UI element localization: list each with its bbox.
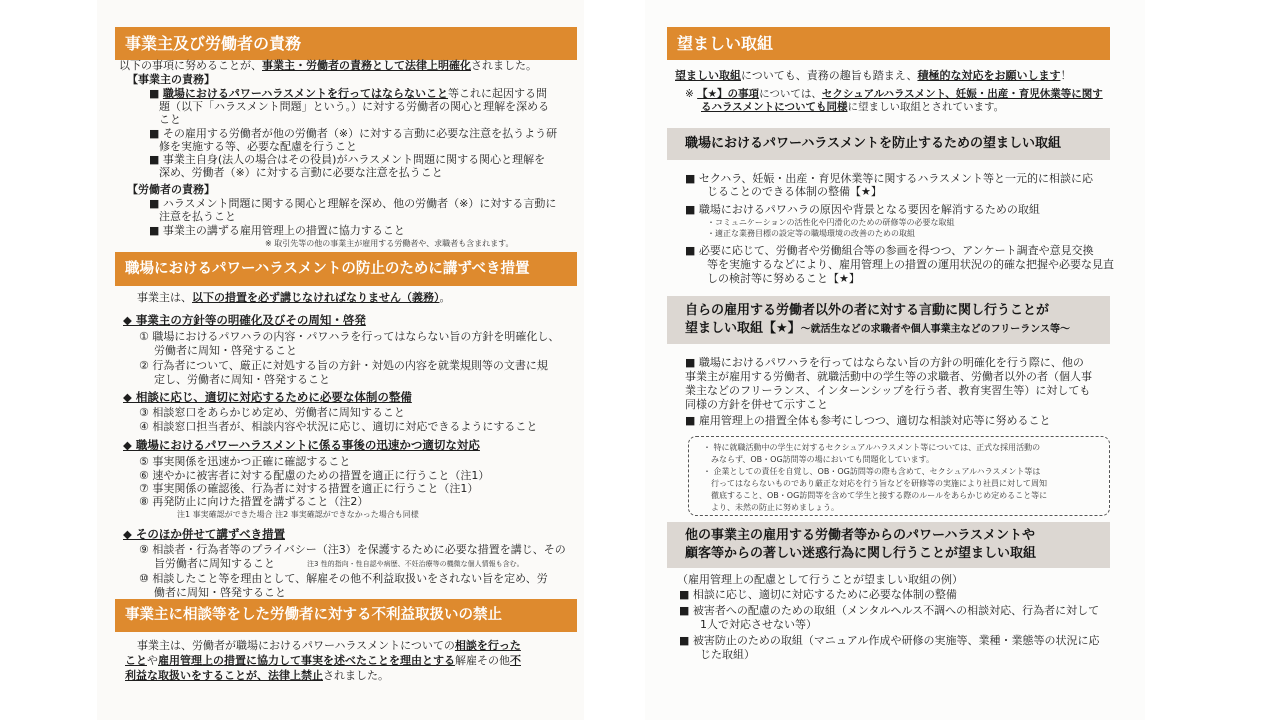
employer-duty-item-cont: こと [159, 113, 181, 126]
responsibilities-intro: 以下の事項に努めることが、事業主・労働者の責務として法律上明確化されました。 [119, 59, 537, 72]
non-employees-title-line2: 望ましい取組【★】～就活生などの求職者や個人事業主などのフリーランス等～ [685, 321, 1070, 336]
non-employee-item: ■ 雇用管理上の措置全体も参考にしつつ、適切な相談対応等に努めること [685, 414, 1051, 427]
worker-duty-item-cont: 注意を払うこと [159, 210, 236, 223]
non-employee-item: ■ 職場におけるパワハラを行ってはならない旨の方針の明確化を行う際に、他の [685, 356, 1084, 369]
measure-heading-other: ◆ そのほか併せて講ずべき措置 [123, 527, 286, 541]
note-box-line: 徹底すること、OB・OG訪問等を含めて学生と接する際のルールをあらかじめ定めること等に [711, 491, 1048, 500]
non-employee-item-cont: 事業主が雇用する労働者、就職活動中の学生等の求職者、労働者以外の者（個人事 [685, 370, 1092, 383]
customer-harassment-item: ■ 被害者への配慮のための取組（メンタルヘルス不調への相談対応、行為者に対して [679, 604, 1100, 617]
measure-footnote: 注1 事実確認ができた場合 注2 事実確認ができなかった場合も同様 [177, 510, 419, 519]
desirable-intro: 望ましい取組についても、責務の趣旨も踏まえ、積極的な対応をお願いします！ [675, 69, 1072, 82]
note-box-line: みならず、OB・OG訪問等の場においても問題化しています。 [711, 455, 934, 464]
left-page [97, 0, 584, 720]
bullet-icon: ■ [149, 127, 163, 140]
desirable-item-cont: じることのできる体制の整備【★】 [707, 185, 882, 198]
note-box-line: より、未然の防止に努めましょう。 [711, 503, 839, 512]
measure-item: ⑨ 相談者・行為者等のプライバシー（注3）を保護するために必要な措置を講じ、その [139, 543, 566, 556]
desirable-item-cont: しの検討等に努めること【★】 [707, 272, 860, 285]
bullet-icon: ■ [679, 588, 693, 601]
bullet-icon: ■ [685, 414, 699, 427]
prohibition-text: ことや雇用管理上の措置に協力して事実を述べたことを理由とする解雇その他不 [125, 654, 521, 667]
non-employee-item-cont: 同様の方針を併せて示すこと [685, 398, 828, 411]
customer-harassment-title-line2: 顧客等からの著しい迷惑行為に関し行うことが望ましい取組 [685, 546, 1037, 561]
measure-heading-policy: ◆ 事業主の方針等の明確化及びその周知・啓発 [123, 313, 366, 327]
prohibition-text: 事業主は、労働者が職場におけるパワーハラスメントについての相談を行った [137, 639, 521, 652]
employer-duty-item: ■ 事業主自身(法人の場合はその役員)がハラスメント問題に関する関心と理解を [149, 153, 546, 166]
bullet-icon: ■ [679, 634, 693, 647]
customer-harassment-item: ■ 被害防止のための取組（マニュアル作成や研修の実施等、業種・業態等の状況に応 [679, 634, 1100, 647]
measure-item-cont: 働者に周知・啓発すること [154, 586, 286, 599]
desirable-note-cont: るハラスメントについても同様に望ましい取組とされています。 [701, 101, 1005, 113]
worker-duty-item: ■ ハラスメント問題に関する関心と理解を深め、他の労働者（※）に対する言動に [149, 197, 557, 210]
measure-item: ⑥ 速やかに被害者に対する配慮のための措置を適正に行うこと（注1） [139, 469, 490, 482]
bullet-icon: ■ [685, 244, 699, 257]
measure-item: ② 行為者について、厳正に対処する旨の方針・対処の内容を就業規則等の文書に規 [139, 359, 548, 372]
measure-heading-response: ◆ 職場におけるパワーハラスメントに係る事後の迅速かつ適切な対応 [123, 438, 480, 452]
responsibilities-footnote: ※ 取引先等の他の事業主が雇用する労働者や、求職者も含まれます。 [265, 239, 514, 248]
employer-duty-item-cont: 修を実施する等、必要な配慮を行うこと [159, 140, 357, 153]
employer-duty-item-cont: 題（以下「ハラスメント問題」という。）に対する労働者の関心と理解を深める [159, 100, 550, 113]
bullet-icon: ■ [685, 203, 699, 216]
desirable-subitem: ・適正な業務目標の設定等の職場環境の改善のための取組 [707, 229, 915, 238]
required-measures-intro: 事業主は、以下の措置を必ず講じなければなりません（義務）。 [137, 291, 451, 304]
desirable-item: ■ 職場におけるパワハラの原因や背景となる要因を解消するための取組 [685, 203, 1040, 216]
customer-harassment-item: ■ 相談に応じ、適切に対応するために必要な体制の整備 [679, 588, 957, 601]
right-page [645, 0, 1145, 720]
prohibition-text: 利益な取扱いをすることが、法律上禁止されました。 [125, 669, 389, 682]
section-title-prevention-desirable: 職場におけるパワーハラスメントを防止するための望ましい取組 [667, 128, 1110, 160]
bullet-icon: ■ [149, 87, 163, 100]
section-title-required-measures: 職場におけるパワーハラスメントの防止のために講ずべき措置 [115, 252, 577, 286]
note-box-line: 行ってはならないものであり厳正な対応を行う旨などを研修等の実施により社員に対して周知 [711, 479, 1047, 488]
customer-harassment-item-cont: じた取組） [700, 648, 755, 661]
desirable-item: ■ セクハラ、妊娠・出産・育児休業等に関するハラスメント等と一元的に相談に応 [685, 172, 1094, 185]
note-box-line: ・ 企業としての責任を自覚し、OB・OG訪問等の際も含めて、セクシュアルハラスメント等は [703, 467, 1041, 476]
desirable-subitem: ・コミュニケーションの活性化や円滑化のための研修等の必要な取組 [707, 218, 955, 227]
customer-harassment-title-line1: 他の事業主の雇用する労働者等からのパワーハラスメントや [685, 528, 1035, 543]
note-box-line: ・ 特に就職活動中の学生に対するセクシュアルハラスメント等については、正式な採用活動の [703, 443, 1041, 452]
measure-item: ⑧ 再発防止に向けた措置を講ずること（注2） [139, 495, 369, 508]
section-title-prohibition: 事業主に相談等をした労働者に対する不利益取扱いの禁止 [115, 599, 577, 632]
section-title-desirable: 望ましい取組 [667, 27, 1110, 60]
bullet-icon: ■ [149, 153, 163, 166]
measure-item: ⑩ 相談したこと等を理由として、解雇その他不利益取扱いをされない旨を定め、労 [139, 572, 548, 585]
desirable-item: ■ 必要に応じて、労働者や労働組合等の参画を得つつ、アンケート調査や意見交換 [685, 244, 1094, 257]
employer-duty-item-cont: 深め、労働者（※）に対する言動に必要な注意を払うこと [159, 166, 443, 179]
employer-duty-item: ■ 職場におけるパワーハラスメントを行ってはならないこと等これに起因する問 [149, 87, 548, 100]
bullet-icon: ■ [149, 224, 163, 237]
bullet-icon: ■ [685, 172, 699, 185]
desirable-item-cont: 等を実施するなどにより、雇用管理上の措置の運用状況の的確な把握や必要な見直 [707, 258, 1114, 271]
section-title-customer-harassment [667, 522, 1110, 568]
measure-item-cont: 旨労働者に周知すること [154, 557, 275, 570]
worker-duty-item: ■ 事業主の講ずる雇用管理上の措置に協力すること [149, 224, 405, 237]
desirable-note: ※ 【★】の事項については、セクシュアルハラスメント、妊娠・出産・育児休業等に関す [685, 88, 1103, 100]
employer-duty-item: ■ その雇用する労働者が他の労働者（※）に対する言動に必要な注意を払うよう研 [149, 127, 558, 140]
measure-item: ⑤ 事実関係を迅速かつ正確に確認すること [139, 455, 351, 468]
measure-privacy-note: 注3 性的指向・性自認や病歴、不妊治療等の機微な個人情報も含む。 [307, 560, 524, 568]
customer-harassment-intro: （雇用管理上の配慮として行うことが望ましい取組の例） [677, 573, 963, 586]
measure-item: ⑦ 事実関係の確認後、行為者に対する措置を適正に行うこと（注1） [139, 482, 479, 495]
bullet-icon: ■ [679, 604, 693, 617]
bullet-icon: ■ [149, 197, 163, 210]
section-title-responsibilities: 事業主及び労働者の責務 [115, 27, 577, 60]
measure-heading-consultation: ◆ 相談に応じ、適切に対応するために必要な体制の整備 [123, 390, 412, 404]
measure-item: ④ 相談窓口担当者が、相談内容や状況に応じ、適切に対応できるようにすること [139, 420, 538, 433]
measure-item: ① 職場におけるパワハラの内容・パワハラを行ってはならない旨の方針を明確化し、 [139, 330, 560, 343]
non-employee-item-cont: 業主などのフリーランス、インターンシップを行う者、教育実習生等）に対しても [685, 384, 1091, 397]
worker-duties-heading: 【労働者の責務】 [127, 183, 215, 196]
measure-item-cont: 定し、労働者に周知・啓発すること [154, 373, 330, 386]
bullet-icon: ■ [685, 356, 699, 369]
measure-item: ③ 相談窓口をあらかじめ定め、労働者に周知すること [139, 406, 405, 419]
measure-item-cont: 労働者に周知・啓発すること [154, 344, 297, 357]
employer-duties-heading: 【事業主の責務】 [127, 73, 215, 86]
non-employees-title-line1: 自らの雇用する労働者以外の者に対する言動に関し行うことが [685, 303, 1050, 318]
customer-harassment-item-cont: 1人で対応させない等） [700, 618, 817, 631]
section-title-non-employees [667, 296, 1110, 344]
